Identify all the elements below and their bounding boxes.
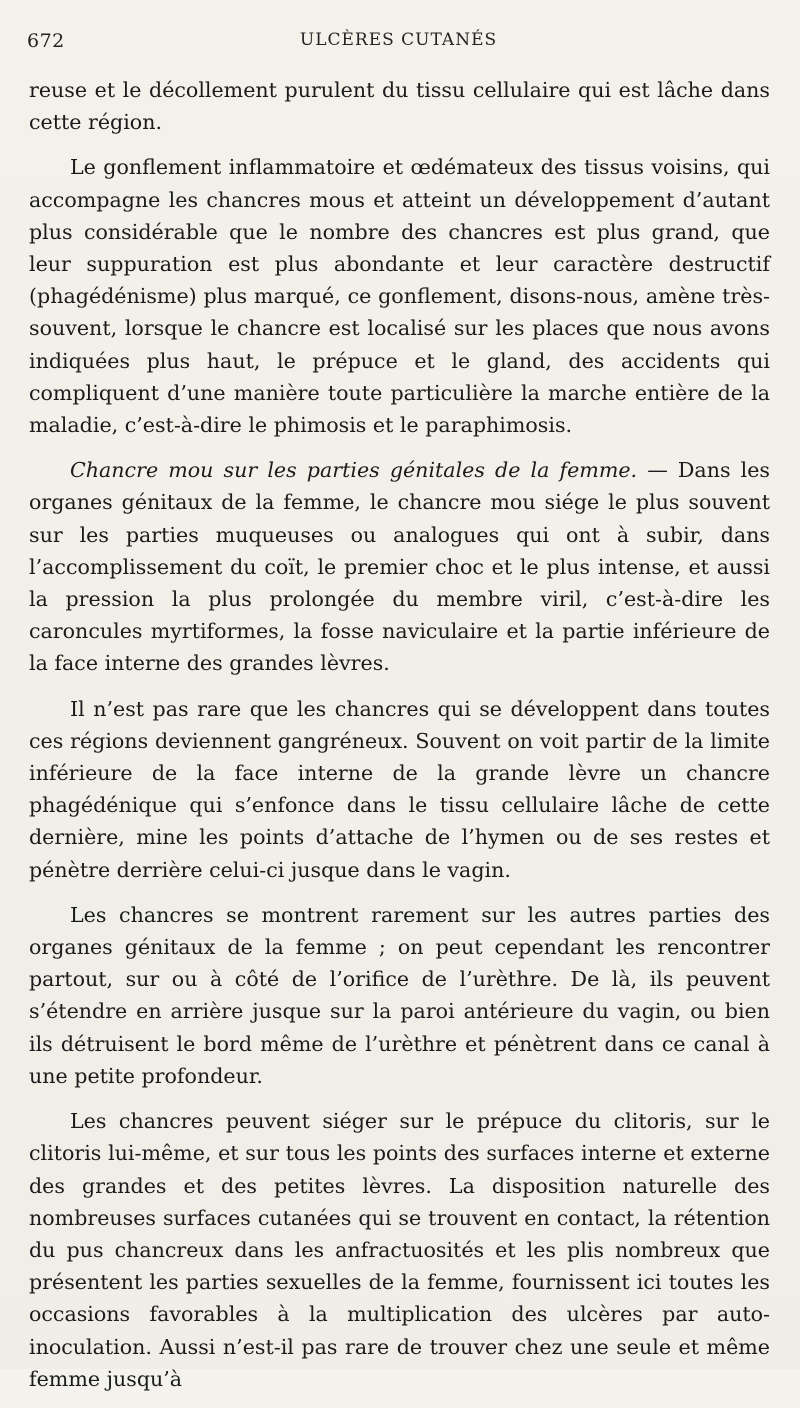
body-text bbox=[29, 74, 770, 1408]
running-title: ULCÈRES CUTANÉS bbox=[299, 30, 498, 50]
paragraph: Les chancres peuvent siéger sur le prépuce du clitoris, sur le clitoris lui-même, et sur tous les points des surfaces interne et externe des grandes et des petites lèvres. La disposition naturelle des nombreuses surfaces cutanées qui se trouvent en contact, la rétention du pus chancreux dans les anfractuosités et les plis nombreux que présentent les parties sexuelles de la femme, fournissent ici toutes les occasions favorables à la multiplication des ulcères par auto-inoculation. Aussi n’est-il pas rare de trouver chez une seule et même femme jusqu’à bbox=[29, 1109, 770, 1391]
paragraph-with-heading bbox=[29, 454, 770, 679]
running-head bbox=[27, 30, 770, 60]
page-number: 672 bbox=[27, 30, 65, 52]
paragraph: Les chancres se montrent rarement sur les autres parties des organes génitaux de la femme ; on peut cependant les rencontrer partout, sur ou à côté de l’orifice de l’urèthre. De là, ils peuvent s’étendre en arrière jusque sur la paroi antérieure du vagin, ou bien ils détruisent le bord même de l’urèthre et pénètrent dans ce canal à une petite profondeur. bbox=[29, 902, 770, 1088]
paragraph: Il n’est pas rare que les chancres qui se développent dans toutes ces régions deviennent gangréneux. Souvent on voit partir de la limite inférieure de la face interne de la grande lèvre un chancre phagédénique qui s’enfonce dans le tissu cellulaire lâche de cette dernière, mine les points d’attache de l’hymen ou de ses restes et pénètre derrière celui-ci jusque dans le vagin. bbox=[29, 696, 770, 882]
paragraph-text: — Dans les organes génitaux de la femme, le chancre mou siége le plus souvent sur les parties muqueuses ou analogues qui ont à subir, dans l’accomplissement du coït, le premier choc et le plus intense, et aussi la pression la plus prolongée du membre viril, c’est-à-dire les caroncules myrtiformes, la fosse naviculaire et la partie inférieure de la face interne des grandes lèvres. bbox=[29, 458, 771, 676]
section-heading: Chancre mou sur les parties génitales de la femme. bbox=[70, 458, 638, 483]
paragraph: Le gonflement inflammatoire et œdémateux des tissus voisins, qui accompagne les chancres mous et atteint un développement d’autant plus considérable que le nombre des chancres est plus grand, que leur suppuration est plus abondante et leur caractère destructif (phagédénisme) plus marqué, ce gonflement, disons-nous, amène très-souvent, lorsque le chancre est localisé sur les places que nous avons indiquées plus haut, le prépuce et le gland, des accidents qui compliquent d’une manière toute particulière la marche entière de la maladie, c’est-à-dire le phimosis et le paraphimosis. bbox=[29, 155, 770, 438]
paragraph-continuation: reuse et le décollement purulent du tissu cellulaire qui est lâche dans cette région. bbox=[29, 78, 770, 135]
